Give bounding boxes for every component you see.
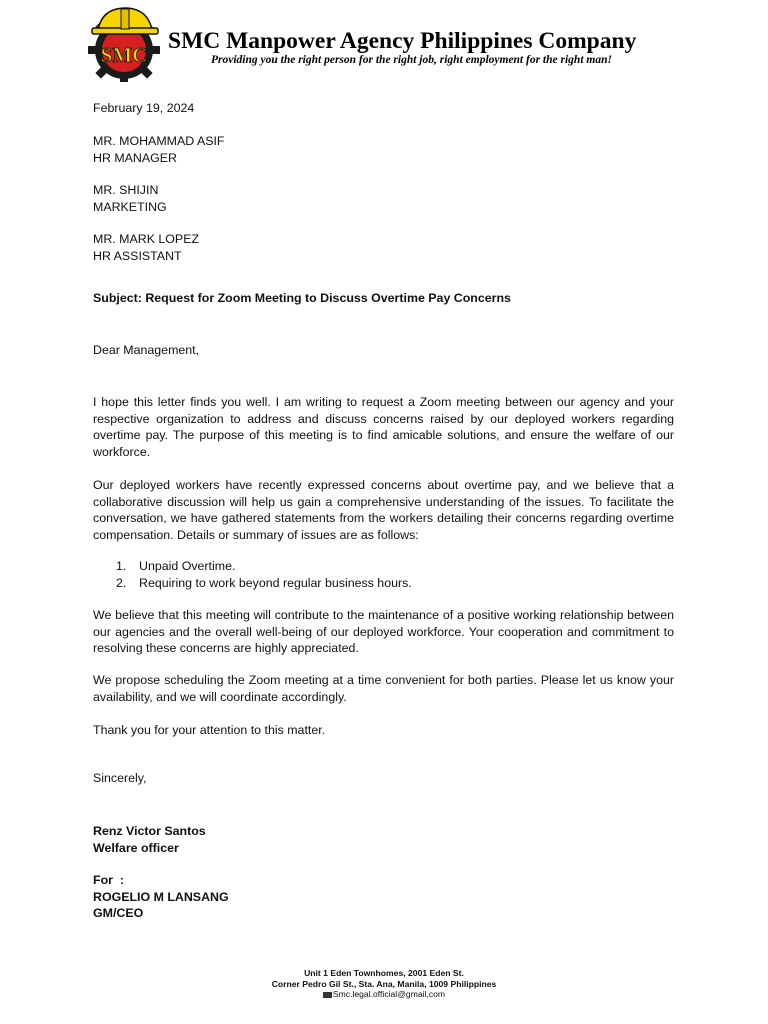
- subject-line: Subject: Request for Zoom Meeting to Discuss Overtime Pay Concerns: [93, 291, 511, 305]
- footer: [0, 968, 768, 1000]
- recipient-block: [93, 133, 674, 166]
- list-item-text: Requiring to work beyond regular business hours.: [139, 575, 412, 590]
- list-item-number: 2.: [116, 575, 127, 590]
- principal-name: ROGELIO M LANSANG: [93, 889, 229, 904]
- issues-list: [93, 558, 674, 591]
- letter-date: [93, 100, 674, 117]
- footer-email: Smc.legal.official@gmail,com: [332, 989, 446, 999]
- list-item-text: Unpaid Overtime.: [139, 559, 236, 573]
- list-item: [93, 558, 674, 575]
- body-paragraph: Thank you for your attention to this matter.: [93, 723, 326, 737]
- footer-address-line: Corner Pedro Gil St., Sta. Ana, Manila, 1009 Philippines: [271, 978, 497, 989]
- for-label: For :: [93, 873, 124, 887]
- footer-email-row: [0, 989, 768, 1000]
- recipient-block: [93, 231, 674, 264]
- company-tagline: Providing you the right person for the right job, right employment for the right man!: [211, 54, 612, 66]
- recipient-title: MARKETING: [93, 199, 167, 214]
- footer-address-line: Unit 1 Eden Townhomes, 2001 Eden St.: [304, 968, 464, 978]
- signatory-name: Renz Victor Santos: [93, 824, 206, 838]
- salutation: Dear Management,: [93, 343, 200, 357]
- mail-icon: [323, 992, 332, 998]
- principal-block: [93, 872, 674, 922]
- signatory-title: Welfare officer: [93, 840, 179, 855]
- logo-letters: SMC: [100, 43, 148, 67]
- company-logo: [84, 6, 164, 82]
- principal-title: GM/CEO: [93, 906, 144, 920]
- closing: Sincerely,: [93, 771, 147, 785]
- date: February 19, 2024: [93, 101, 195, 115]
- recipient-name: MR. SHIJIN: [93, 183, 159, 197]
- body-paragraph: We believe that this meeting will contribute to the maintenance of a positive working relationship between our agencies and the overall well-being of our deployed workforce. Your cooperation and commitment to resolving these concerns are highly appreciated.: [93, 608, 674, 655]
- hardhat-icon: [92, 8, 158, 34]
- company-name: SMC Manpower Agency Philippines Company: [168, 28, 637, 54]
- list-item-number: 1.: [116, 559, 127, 573]
- recipient-title: HR ASSISTANT: [93, 248, 182, 263]
- recipient-block: [93, 182, 674, 215]
- letterhead: [0, 0, 768, 80]
- signatory-block: [93, 823, 674, 856]
- recipient-name: MR. MARK LOPEZ: [93, 232, 200, 246]
- body-paragraph: I hope this letter finds you well. I am writing to request a Zoom meeting between our agency and your respective organization to address and discuss concerns raised by our deployed workers regarding overtime pay. The purpose of this meeting is to find amicable solutions, and ensure the welfare of our workforce.: [93, 395, 674, 459]
- body-paragraph: Our deployed workers have recently expressed concerns about overtime pay, and we believe that a collaborative discussion will help us gain a comprehensive understanding of the issues. To facilitate the conversation, we have gathered statements from the workers detailing their concerns regarding overtime compensation. Details or summary of issues are as follows:: [93, 478, 674, 542]
- body-paragraph: We propose scheduling the Zoom meeting at a time convenient for both parties. Please let us know your availability, and we will coordinate accordingly.: [93, 673, 674, 704]
- recipient-title: HR MANAGER: [93, 150, 177, 165]
- recipient-name: MR. MOHAMMAD ASIF: [93, 134, 225, 148]
- list-item: [93, 575, 674, 592]
